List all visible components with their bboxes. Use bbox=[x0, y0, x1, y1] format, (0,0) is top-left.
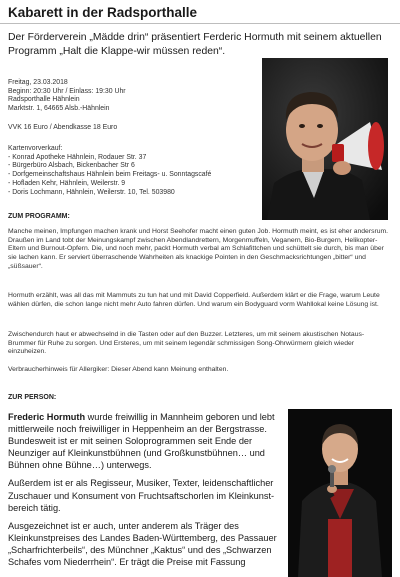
artist-photo-megaphone bbox=[262, 58, 388, 220]
event-info bbox=[8, 79, 258, 114]
event-venue: Radsporthalle Hähnlein bbox=[8, 96, 80, 104]
ticket-prices: VVK 16 Euro / Abendkasse 18 Euro bbox=[8, 124, 118, 131]
program-paragraph: Hormuth erzählt, was all das mit Mammuts zu tun hat und mit David Copperfield. Außerdem klärt er die Frage, warum Leute wählen dürfen, die schon lange nicht mehr Auto fahren dürfen. Und warum ein Bodyguard vorm Wahllokal keine Lösung ist. bbox=[8, 292, 380, 308]
presale-item: - Hofladen Kehr, Hähnlein, Weilerstr. 9 bbox=[8, 179, 126, 187]
person-name: Frederic Hormuth bbox=[8, 412, 86, 422]
intro-text: Der Förderverein „Mädde drin“ präsentiert Ferderic Hormuth mit seinem aktuellen Programm „Halt die Klappe-wir müssen reden“. bbox=[8, 32, 382, 57]
event-time: Beginn: 20:30 Uhr / Einlass: 19:30 Uhr bbox=[8, 87, 126, 95]
program-paragraph: Verbraucherhinweis für Allergiker: Dieser Abend kann Meinung enthalten. bbox=[8, 366, 229, 373]
presale-item: - Konrad Apotheke Hähnlein, Rodauer Str. 37 bbox=[8, 153, 147, 161]
artist-photo-stage bbox=[288, 409, 392, 577]
page-title: Kabarett in der Radsporthalle bbox=[8, 5, 198, 20]
program-heading: ZUM PROGRAMM: bbox=[8, 213, 70, 220]
presale-heading: Kartenvorverkauf: bbox=[8, 145, 63, 152]
presale-item: - Dorfgemeinschaftshaus Hähnlein beim Freitags- u. Sonntagscafé bbox=[8, 171, 212, 179]
event-date: Freitag, 23.03.2018 bbox=[8, 79, 68, 86]
event-address: Marktstr. 1, 64665 Alsb.-Hähnlein bbox=[8, 105, 110, 113]
person-bio-text: wurde freiwillig in Mannheim geboren und lebt mittlerweile noch freiwilliger in Heppenheim an der Bergstrasse. Bundesweit ist er mit seinen Soloprogrammen seit Ende der Neunziger auf Kleinkunstbühnen (und Großkunstbühnen… und Bühnen ohne Bühne…) unterwegs. bbox=[8, 412, 275, 471]
person-bio-text: Ausgezeichnet ist er auch, unter anderem als Träger des Kleinkunstpreises des Landes Baden-Württemberg, des Passauer „Scharfrichterbeils“, des Münchner „Kaktus“ und des „Schwarzen Schafes vom Niederrhein“. Er trägt die Preise mit Fassung bbox=[8, 520, 277, 568]
person-bio bbox=[8, 411, 280, 574]
program-paragraph: Zwischendurch haut er abwechselnd in die Tasten oder auf den Buzzer. Letzteres, um mit seinem akustischen Notaus-Brummer für Ruhe zu sorgen. Und Ersteres, um mit seinem legendär schmissigen Song-Ohrwürmern gleich wieder einzuheizen. bbox=[8, 331, 365, 356]
program-paragraph: Manche meinen, Impfungen machen krank und Horst Seehofer macht einen guten Job. Hormuth meint, es ist eher andersrum. Draußen im Land tobt der Meinungskampf zwischen Abendlandrettern, Morgenmuffeln, Veganern, Bio-Burgern, Helikopter-Eltern und Burnout-Opfern. Die, und noch mehr, packt Hormuth verbal am Schlafittchen und schüttelt sie durch, bis man über sie lachen kann. Er serviert überraschende Wahrheiten als knackige Pointen in den Geschmacksrichtungen „bitter“ und „süßsauer“. bbox=[8, 228, 389, 270]
presale-item: - Bürgerbüro Alsbach, Bickenbacher Str 6 bbox=[8, 162, 135, 170]
presale-item: - Doris Lochmann, Hähnlein, Weilerstr. 10, Tel. 503980 bbox=[8, 188, 175, 196]
presale-list bbox=[8, 145, 258, 197]
person-bio-text: Außerdem ist er als Regisseur, Musiker, Texter, leidenschaftlicher Zuschauer und Konsument von Fruchtsaftschorlen im Kleinkunst-bereich tätig. bbox=[8, 478, 275, 513]
person-heading: ZUR PERSON: bbox=[8, 394, 57, 401]
title-divider bbox=[0, 23, 400, 24]
